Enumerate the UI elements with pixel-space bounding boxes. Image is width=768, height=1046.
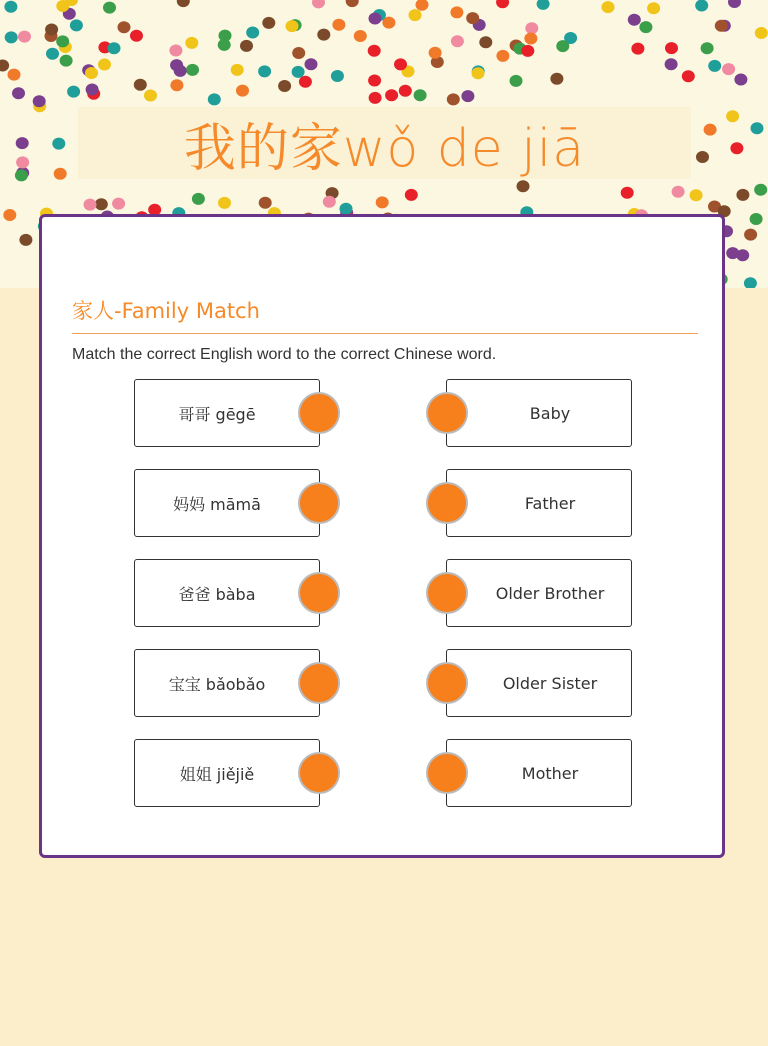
polka-dot (46, 48, 59, 60)
polka-dot (466, 12, 479, 24)
right-connector-dot[interactable] (426, 392, 468, 434)
polka-dot (416, 0, 429, 11)
polka-dot (447, 93, 460, 105)
polka-dot (730, 142, 743, 154)
polka-dot (262, 17, 275, 29)
right-match-label: Mother (521, 763, 579, 783)
left-match-label: 姐姐 jiějiě (179, 764, 255, 784)
polka-dot (54, 168, 67, 180)
left-connector-dot[interactable] (298, 572, 340, 614)
polka-dot (701, 42, 714, 54)
left-match-box[interactable] (134, 469, 320, 537)
right-match-label: Father (524, 493, 576, 513)
polka-dot (16, 137, 29, 149)
polka-dot (755, 27, 768, 39)
polka-dot (602, 1, 615, 13)
polka-dot (665, 58, 678, 70)
right-match-label: Older Sister (502, 673, 598, 693)
polka-dot (429, 47, 442, 59)
polka-dot (472, 67, 485, 79)
polka-dot (368, 75, 381, 87)
polka-dot (218, 197, 231, 209)
right-connector-dot[interactable] (426, 482, 468, 524)
matching-activity-card (39, 214, 725, 858)
polka-dot (726, 110, 739, 122)
polka-dot (112, 198, 125, 210)
polka-dot (218, 39, 231, 51)
left-connector-dot[interactable] (298, 662, 340, 704)
polka-dot (450, 6, 463, 18)
polka-dot (734, 74, 747, 86)
left-connector-dot[interactable] (298, 752, 340, 794)
polka-dot (98, 59, 111, 71)
polka-dot (259, 197, 272, 209)
polka-dot (208, 93, 221, 105)
polka-dot (85, 67, 98, 79)
polka-dot (246, 27, 259, 39)
right-match-label: Baby (529, 403, 571, 423)
title-divider (72, 333, 698, 334)
polka-dot (134, 79, 147, 91)
polka-dot (70, 19, 83, 31)
left-match-box[interactable] (134, 379, 320, 447)
polka-dot (510, 75, 523, 87)
polka-dot (722, 63, 735, 75)
polka-dot (3, 209, 16, 221)
left-connector-dot[interactable] (298, 392, 340, 434)
left-match-label: 爸爸 bàba (178, 584, 256, 604)
polka-dot (67, 86, 80, 98)
polka-dot (185, 37, 198, 49)
polka-dot (169, 45, 182, 57)
polka-dot (521, 45, 534, 57)
polka-dot (369, 92, 382, 104)
polka-dot (103, 2, 116, 14)
polka-dot (317, 29, 330, 41)
polka-dot (231, 64, 244, 76)
polka-dot (8, 69, 21, 81)
polka-dot (385, 89, 398, 101)
polka-dot (354, 30, 367, 42)
polka-dot (331, 70, 344, 82)
polka-dot (517, 180, 530, 192)
polka-dot (332, 19, 345, 31)
polka-dot (524, 33, 537, 45)
polka-dot (672, 186, 685, 198)
polka-dot (170, 59, 183, 71)
instructions-text: Match the correct English word to the correct Chinese word. (72, 346, 497, 363)
left-match-box[interactable] (134, 649, 320, 717)
polka-dot (33, 95, 46, 107)
polka-dot (192, 193, 205, 205)
polka-dot (130, 30, 143, 42)
polka-dot (292, 47, 305, 59)
polka-dot (496, 50, 509, 62)
section-title: 家人-Family Match (72, 299, 260, 323)
polka-dot (394, 58, 407, 70)
polka-dot (323, 196, 336, 208)
polka-dot (628, 14, 641, 26)
polka-dot (647, 2, 660, 14)
polka-dot (4, 1, 17, 13)
polka-dot (715, 20, 728, 32)
polka-dot (451, 35, 464, 47)
polka-dot (278, 80, 291, 92)
polka-dot (556, 40, 569, 52)
polka-dot (305, 58, 318, 70)
polka-dot (695, 0, 708, 12)
polka-dot (751, 122, 764, 134)
polka-dot (405, 189, 418, 201)
polka-dot (15, 169, 28, 181)
polka-dot (60, 55, 73, 67)
polka-dot (16, 156, 29, 168)
right-match-label: Older Brother (495, 583, 605, 603)
polka-dot (186, 64, 199, 76)
polka-dot (726, 247, 739, 259)
polka-dot (496, 0, 509, 8)
polka-dot (5, 31, 18, 43)
polka-dot (177, 0, 190, 7)
title-box (78, 107, 691, 179)
polka-dot (550, 73, 563, 85)
left-match-box[interactable] (134, 559, 320, 627)
polka-dot (299, 76, 312, 88)
polka-dot (631, 43, 644, 55)
right-connector-dot[interactable] (426, 662, 468, 704)
polka-dot (537, 0, 550, 10)
polka-dot (170, 79, 183, 91)
polka-dot (18, 31, 31, 43)
polka-dot (376, 196, 389, 208)
polka-dot (736, 189, 749, 201)
right-match-box[interactable] (446, 469, 632, 537)
polka-dot (525, 22, 538, 34)
right-match-box[interactable] (446, 559, 632, 627)
right-match-box[interactable] (446, 379, 632, 447)
polka-dot (84, 199, 97, 211)
polka-dot (409, 9, 422, 21)
polka-dot (56, 35, 69, 47)
polka-dot (368, 45, 381, 57)
polka-dot (95, 198, 108, 210)
polka-dot (144, 90, 157, 102)
polka-dot (292, 66, 305, 78)
polka-dot (45, 24, 58, 36)
right-match-box[interactable] (446, 739, 632, 807)
left-match-box[interactable] (134, 739, 320, 807)
polka-dot (108, 42, 121, 54)
left-match-label: 宝宝 bǎobǎo (168, 674, 266, 694)
polka-dot (696, 151, 709, 163)
polka-dot (704, 124, 717, 136)
polka-dot (346, 0, 359, 7)
right-match-box[interactable] (446, 649, 632, 717)
left-connector-dot[interactable] (298, 482, 340, 524)
polka-dot (708, 60, 721, 72)
polka-dot (369, 13, 382, 25)
polka-dot (118, 21, 131, 33)
left-match-label: 妈妈 māmā (173, 494, 261, 514)
polka-dot (690, 189, 703, 201)
polka-dot (461, 90, 474, 102)
polka-dot (236, 85, 249, 97)
polka-dot (240, 40, 253, 52)
polka-dot (258, 65, 271, 77)
polka-dot (754, 184, 767, 196)
polka-dot (479, 36, 492, 48)
polka-dot (19, 234, 32, 246)
polka-dot (340, 203, 353, 215)
page-title: 我的家wǒ de jiā (183, 118, 586, 179)
polka-dot (728, 0, 741, 8)
polka-dot (682, 70, 695, 82)
polka-dot (414, 89, 427, 101)
polka-dot (744, 229, 757, 241)
polka-dot (52, 138, 65, 150)
polka-dot (399, 85, 412, 97)
polka-dot (286, 20, 299, 32)
right-connector-dot[interactable] (426, 572, 468, 614)
polka-dot (0, 60, 9, 72)
polka-dot (86, 84, 99, 96)
polka-dot (639, 21, 652, 33)
polka-dot (312, 0, 325, 8)
left-match-label: 哥哥 gēgē (178, 404, 256, 424)
polka-dot (12, 87, 25, 99)
polka-dot (621, 187, 634, 199)
polka-dot (750, 213, 763, 225)
polka-dot (744, 277, 757, 288)
polka-dot (665, 42, 678, 54)
right-connector-dot[interactable] (426, 752, 468, 794)
